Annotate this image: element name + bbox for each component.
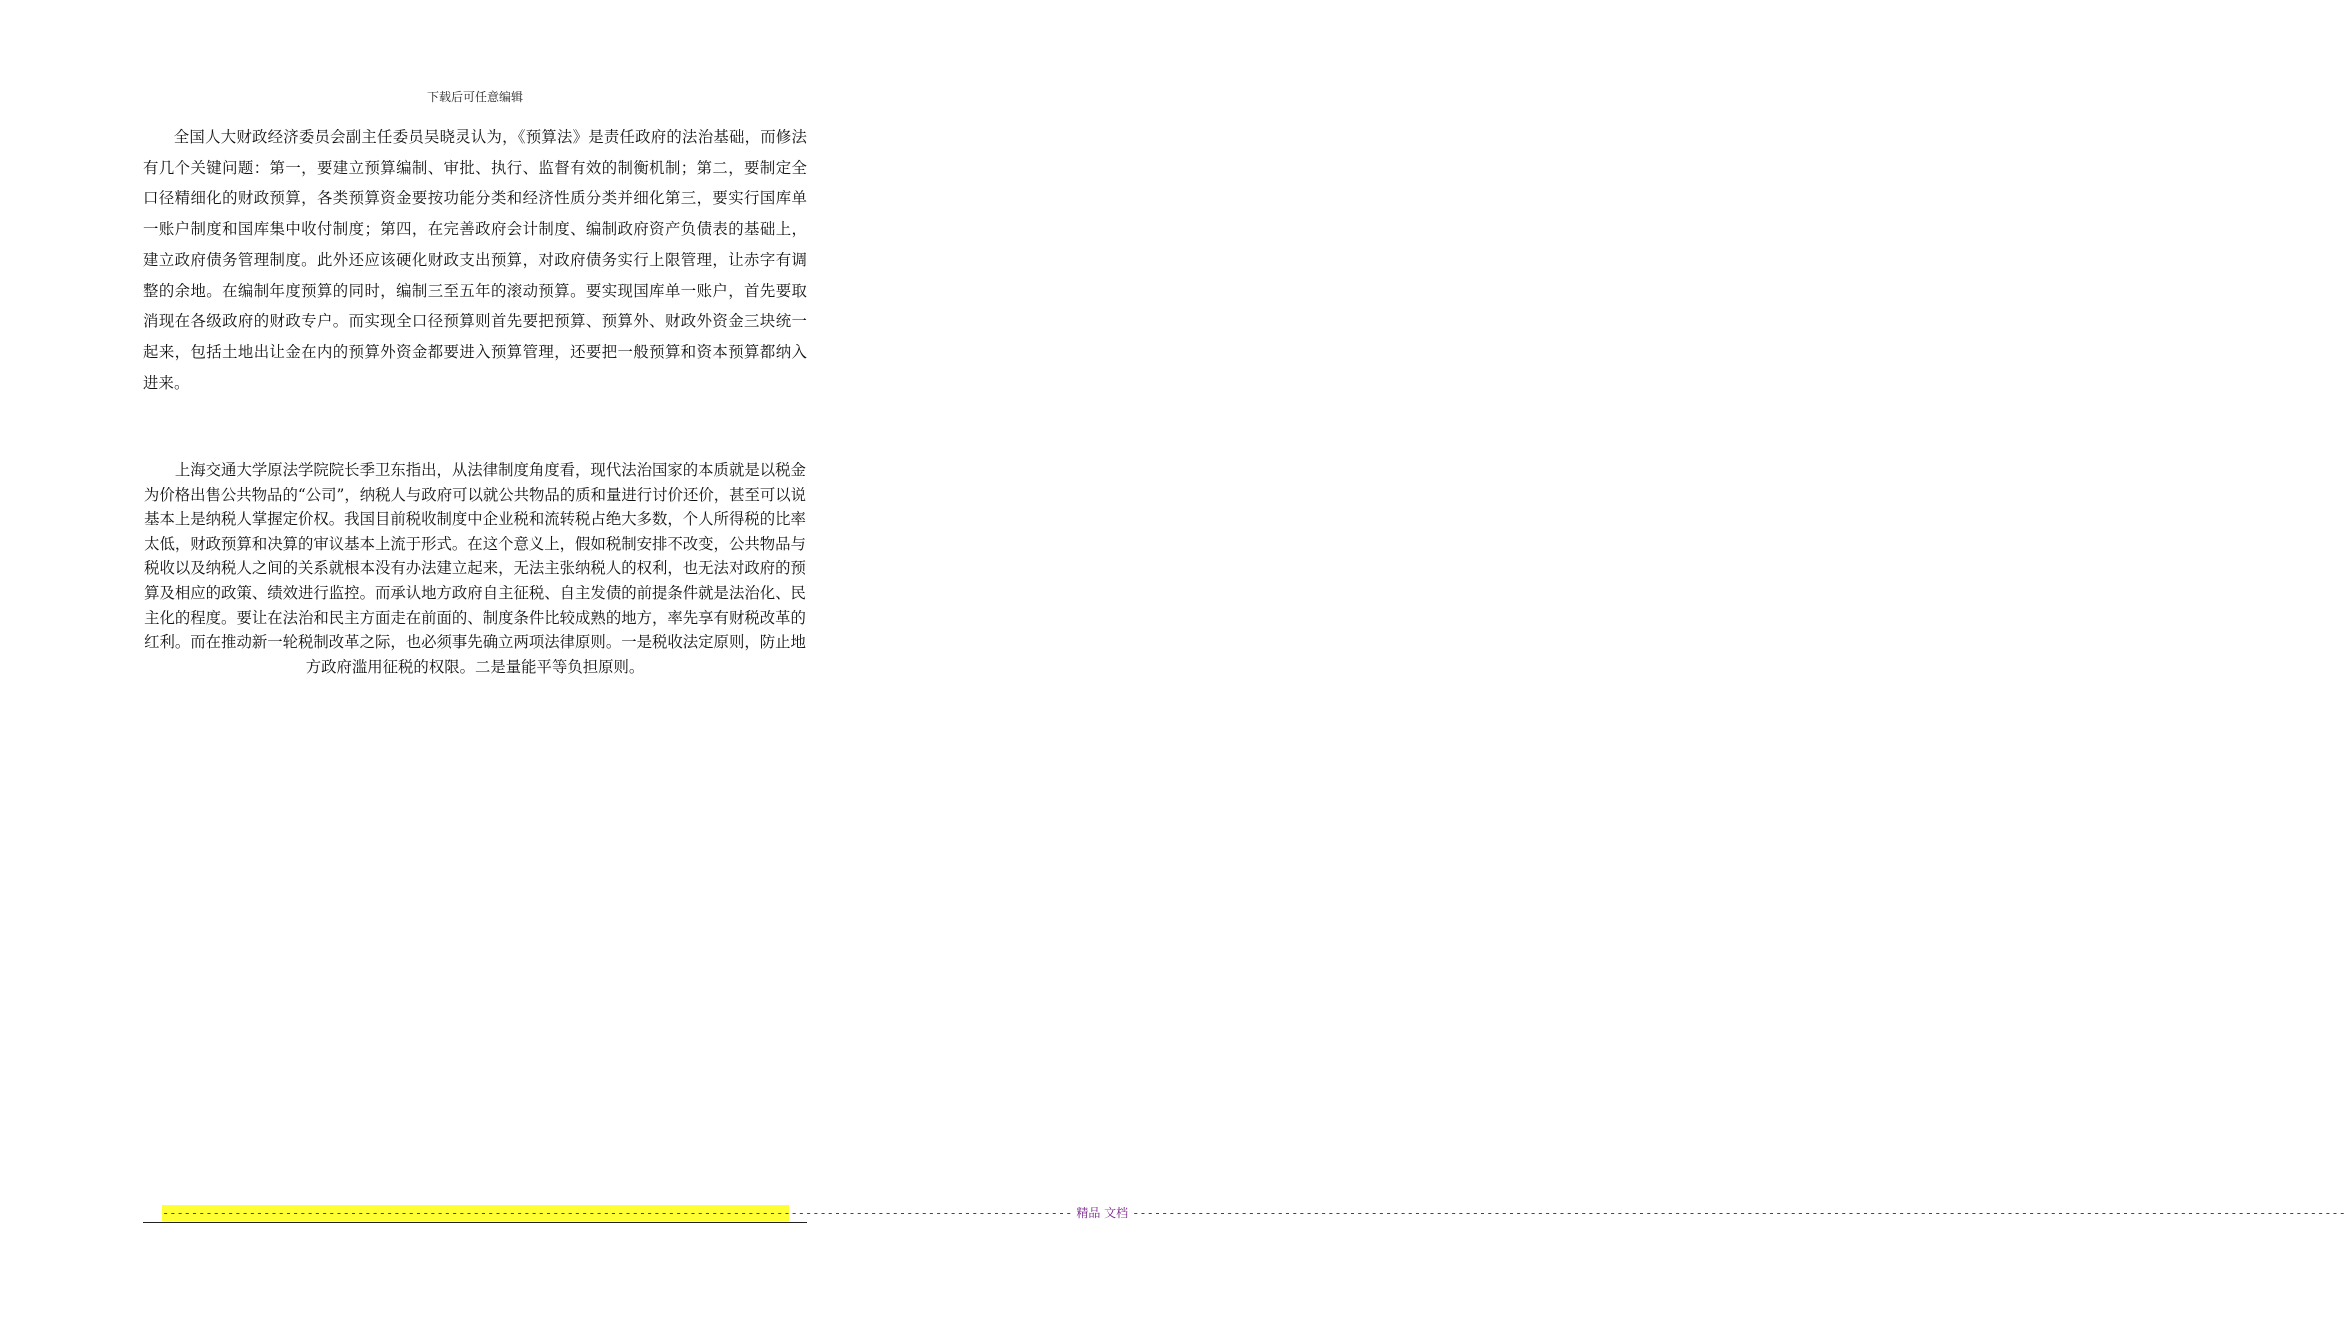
footer-label: 精品 文档 <box>1076 1206 1129 1220</box>
paragraph-2 <box>143 458 807 679</box>
footer-dashes-right: ------------------------------------------------------------------------------------------------------------------------------------------------------------------------ <box>1132 1206 2346 1220</box>
footer-dashes-left: ------------------------------------------------------------------------------------------------------------------------------ <box>162 1206 1073 1220</box>
footer-banner <box>162 1205 2346 1221</box>
paragraph-1: 全国人大财政经济委员会副主任委员吴晓灵认为，《预算法》是责任政府的法治基础，而修法有几个关键问题：第一，要建立预算编制、审批、执行、监督有效的制衡机制；第二，要制定全口径精细化的财政预算，各类预算资金要按功能分类和经济性质分类并细化第三，要实行国库单一账户制度和国库集中收付制度；第四，在完善政府会计制度、编制政府资产负债表的基础上，建立政府债务管理制度。此外还应该硬化财政支出预算，对政府债务实行上限管理，让赤字有调整的余地。在编制年度预算的同时，编制三至五年的滚动预算。要实现国库单一账户，首先要取消现在各级政府的财政专户。而实现全口径预算则首先要把预算、预算外、财政外资金三块统一起来，包括土地出让金在内的预算外资金都要进入预算管理，还要把一般预算和资本预算都纳入进来。 <box>143 128 807 392</box>
footer-rule <box>143 1222 807 1223</box>
paragraph-2-text: 上海交通大学原法学院院长季卫东指出，从法律制度角度看，现代法治国家的本质就是以税金为价格出售公共物品的“公司”，纳税人与政府可以就公共物品的质和量进行讨价还价，甚至可以说基本上是纳税人掌握定价权。我国目前税收制度中企业税和流转税占绝大多数，个人所得税的比率太低，财政预算和决算的审议基本上流于形式。在这个意义上，假如税制安排不改变，公共物品与税收以及纳税人之间的关系就根本没有办法建立起来，无法主张纳税人的权利，也无法对政府的预算及相应的政策、绩效进行监控。而承认地方政府自主征税、自主发债的前提条件就是法治化、民主化的程度。要让在法治和民主方面走在前面的、制度条件比较成熟的地方，率先享有财税改革的红利。而在推动新一轮税制改革之际，也必须事先确立两项法律原则。一是税收法定原则，防止地方政府滥用征税的权限。二是量能平等负担原则。 <box>143 461 807 676</box>
page-header: 下载后可任意编辑 <box>426 90 523 104</box>
